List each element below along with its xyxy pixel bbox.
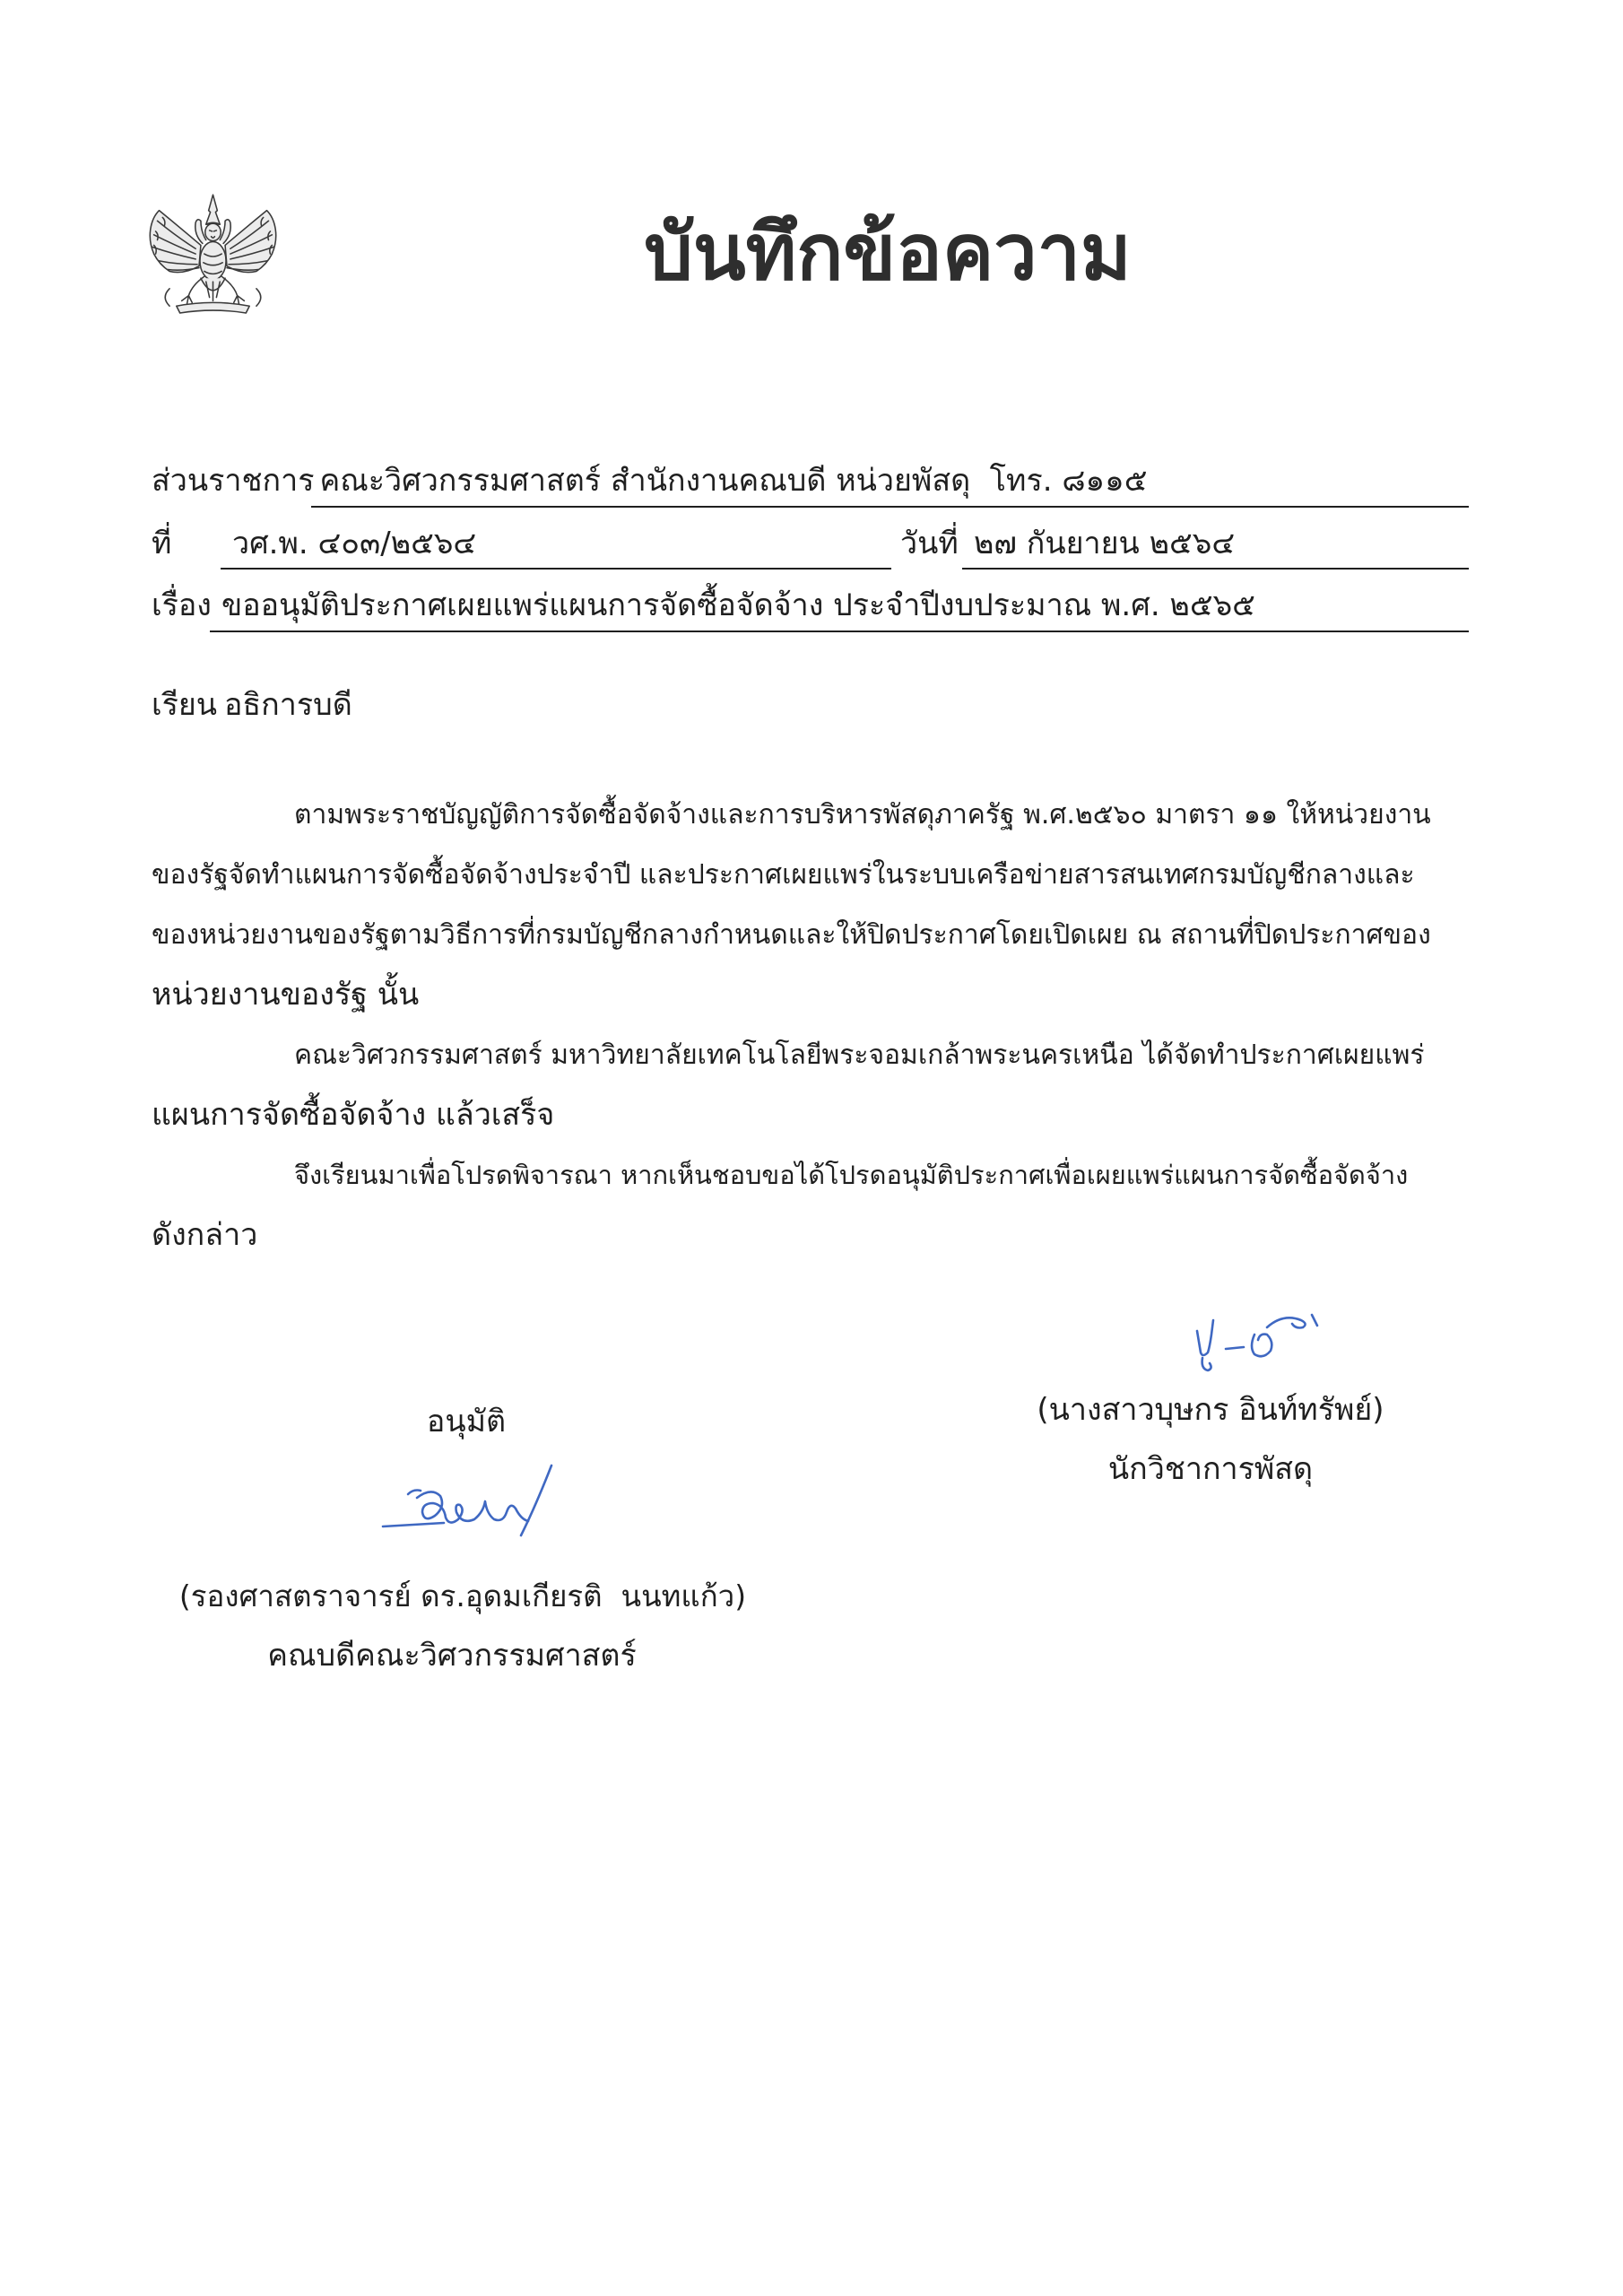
requester-name: (นางสาวบุษกร อินท์ทรัพย์) [1037, 1392, 1384, 1428]
reference-label: ที่ [152, 526, 172, 561]
approver-signature [381, 1462, 556, 1547]
agency-label: ส่วนราชการ [152, 463, 315, 499]
date-field-underline [962, 568, 1469, 570]
paragraph-3-line: จึงเรียนมาเพื่อโปรดพิจารณา หากเห็นชอบขอได้โปรดอนุมัติประกาศเพื่อเผยแพร่แผนการจัดซื้อจัดจ้าง [294, 1160, 1409, 1190]
requester-position: นักวิชาการพัสดุ [1107, 1451, 1314, 1487]
reference-field [152, 517, 891, 570]
paragraph-1-line: ตามพระราชบัญญัติการจัดซื้อจัดจ้างและการบริหารพัสดุภาครัฐ พ.ศ.๒๕๖๐ มาตรา ๑๑ ให้หน่วยงาน [294, 799, 1431, 831]
subject-value: ขออนุมัติประกาศเผยแพร่แผนการจัดซื้อจัดจ้าง ประจำปีงบประมาณ พ.ศ. ๒๕๖๕ [221, 587, 1255, 623]
paragraph-1-line: หน่วยงานของรัฐ นั้น [152, 977, 420, 1013]
paragraph-3-line: ดังกล่าว [152, 1217, 258, 1253]
agency-value: คณะวิศวกรรมศาสตร์ สำนักงานคณบดี หน่วยพัสดุ โทร. ๘๑๑๕ [319, 463, 1148, 499]
memo-title: บันทึกข้อความ [644, 208, 1132, 298]
date-field [900, 517, 1469, 570]
salutation [152, 678, 779, 732]
reference-field-underline [221, 568, 891, 570]
salutation-recipient: อธิการบดี [224, 687, 352, 723]
agency-field-underline [311, 506, 1469, 508]
approval-status: อนุมัติ [426, 1404, 507, 1439]
garuda-emblem [143, 190, 282, 323]
date-value: ๒๗ กันยายน ๒๕๖๔ [974, 526, 1236, 561]
paragraph-1-line: ของรัฐจัดทำแผนการจัดซื้อจัดจ้างประจำปี และประกาศเผยแพร่ในระบบเครือข่ายสารสนเทศกรมบัญชีกลางและ [152, 859, 1415, 891]
reference-value: วศ.พ. ๔๐๓/๒๕๖๔ [232, 526, 477, 561]
paragraph-2-line: คณะวิศวกรรมศาสตร์ มหาวิทยาลัยเทคโนโลยีพระจอมเกล้าพระนครเหนือ ได้จัดทำประกาศเผยแพร่ [294, 1039, 1425, 1071]
paragraph-2-line: แผนการจัดซื้อจัดจ้าง แล้วเสร็จ [152, 1097, 555, 1133]
subject-field [152, 578, 1469, 632]
approver-name: (รองศาสตราจารย์ ดร.อุดมเกียรติ นนทแก้ว) [178, 1578, 747, 1613]
memo-body [152, 785, 1435, 1265]
agency-field [152, 454, 1469, 508]
subject-field-underline [210, 631, 1469, 632]
subject-label: เรื่อง [152, 587, 212, 623]
date-label: วันที่ [900, 526, 959, 561]
requester-signature [1190, 1308, 1333, 1378]
salutation-label: เรียน [152, 687, 218, 723]
paragraph-1-line: ของหน่วยงานของรัฐตามวิธีการที่กรมบัญชีกลางกำหนดและให้ปิดประกาศโดยเปิดเผย ณ สถานที่ปิดประกาศของ [152, 919, 1431, 951]
approver-position: คณบดีคณะวิศวกรรมศาสตร์ [267, 1638, 637, 1674]
